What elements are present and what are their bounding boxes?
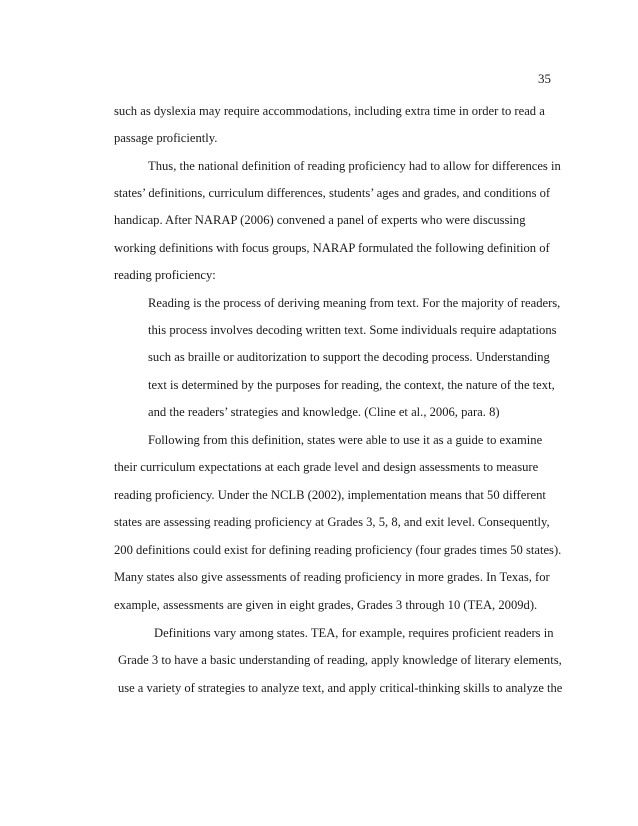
text-line: Definitions vary among states. TEA, for example, requires proficient readers in [154,626,554,640]
block-quote-line: text is determined by the purposes for reading, the context, the nature of the text, [148,378,555,392]
text-line: handicap. After NARAP (2006) convened a panel of experts who were discussing [114,213,526,227]
text-line: 200 definitions could exist for defining reading proficiency (four grades times 50 states). [114,543,562,557]
text-line: working definitions with focus groups, NARAP formulated the following definition of [114,241,550,255]
page-number: 35 [538,71,551,86]
text-line: passage proficiently. [114,131,218,145]
text-line: Following from this definition, states were able to use it as a guide to examine [148,433,543,447]
block-quote-line: this process involves decoding written text. Some individuals require adaptations [148,323,557,337]
text-line: Thus, the national definition of reading proficiency had to allow for differences in [148,159,561,173]
block-quote-line: Reading is the process of deriving meaning from text. For the majority of readers, [148,296,561,310]
text-line: example, assessments are given in eight grades, Grades 3 through 10 (TEA, 2009d). [114,598,538,612]
text-line: such as dyslexia may require accommodations, including extra time in order to read a [114,104,545,118]
text-line: Grade 3 to have a basic understanding of reading, apply knowledge of literary elements, [118,653,562,667]
text-line: their curriculum expectations at each grade level and design assessments to measure [114,460,539,474]
block-quote-line: such as braille or auditorization to support the decoding process. Understanding [148,350,550,364]
text-line: Many states also give assessments of reading proficiency in more grades. In Texas, for [114,570,550,584]
block-quote-line: and the readers’ strategies and knowledge. (Cline et al., 2006, para. 8) [148,405,500,419]
text-line: use a variety of strategies to analyze text, and apply critical-thinking skills to analyze the [118,681,563,695]
text-line: reading proficiency: [114,268,216,282]
text-line: reading proficiency. Under the NCLB (2002), implementation means that 50 different [114,488,546,502]
text-line: states are assessing reading proficiency at Grades 3, 5, 8, and exit level. Consequently, [114,515,550,529]
text-line: states’ definitions, curriculum differences, students’ ages and grades, and conditions of [114,186,551,200]
